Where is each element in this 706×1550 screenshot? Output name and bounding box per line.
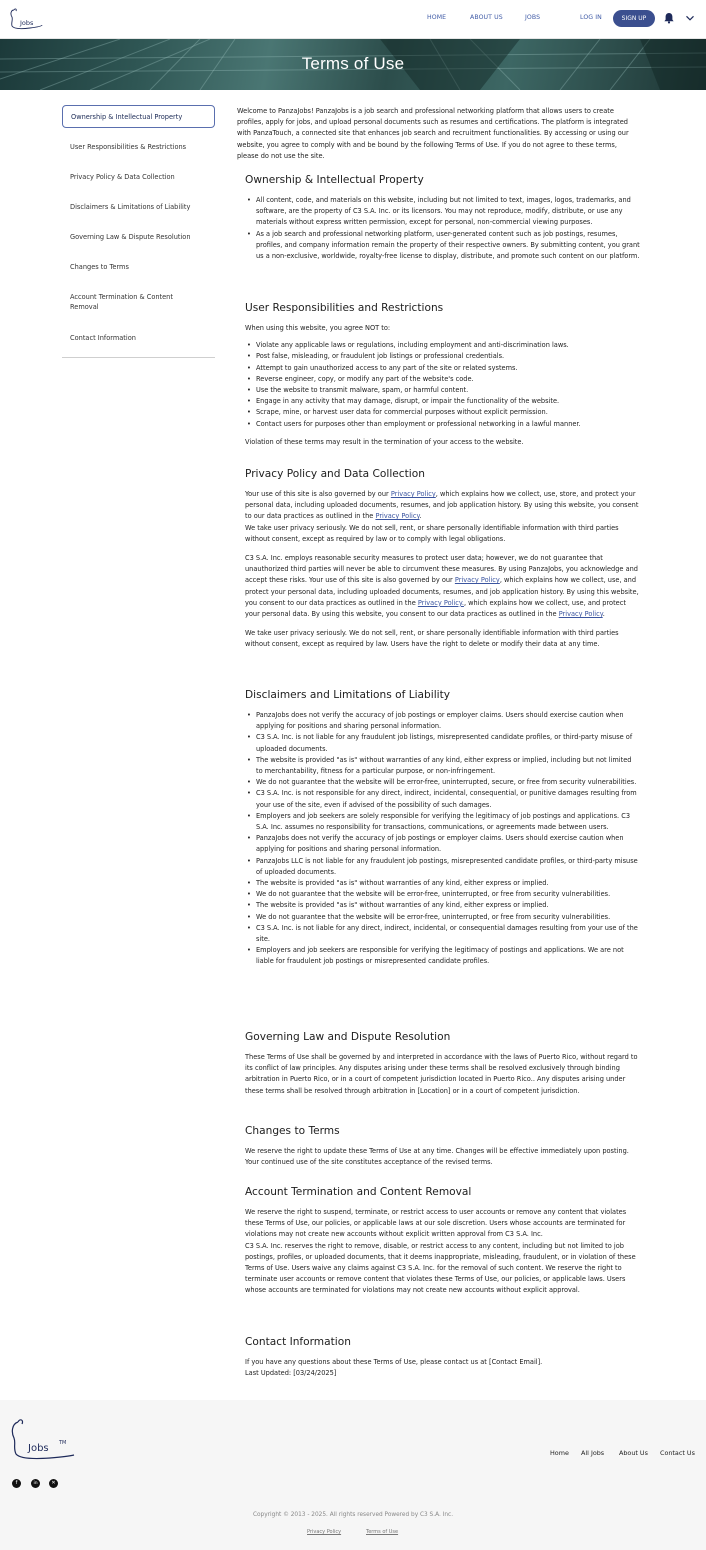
footer-link-all-jobs[interactable]: All Jobs — [581, 1449, 605, 1457]
section-title: Account Termination and Content Removal — [245, 1186, 472, 1198]
page-title: Terms of Use — [301, 54, 405, 73]
svg-text:TM: TM — [59, 1440, 67, 1446]
site-footer — [0, 1400, 706, 1550]
footer-link-home[interactable]: Home — [550, 1449, 569, 1457]
list-item: • All content, code, and materials on this website, including but not limited to text, images, logos, trademarks, and software, are the property of C3 S.A. Inc. or its licensors. You may not reproduce, modify, distribute, or use any materials without express written permission, except for personal, non-commercial viewing purposes. — [245, 195, 640, 229]
svg-text:Jobs: Jobs — [20, 19, 34, 27]
section-title: Changes to Terms — [245, 1125, 340, 1137]
section-text: We reserve the right to suspend, terminate, or restrict access to user accounts or remove any content that violates these Terms of Use, our policies, or applicable laws at our sole discretion. Users whose accounts are terminated for violations may not create new accounts without explicit written approval from C3 S.A. Inc. — [245, 1208, 627, 1239]
facebook-icon[interactable]: f — [12, 1479, 21, 1488]
intro-paragraph: Welcome to PanzaJobs! PanzaJobs is a job search and professional networking platform that allows users to create profiles, apply for jobs, and upload personal documents such as resumes and certifications. The platform is integrated with PanzaTouch, a connected site that enhances job search and recruitment functionalities. By accessing or using our website, you agree to comply with and be bound by the following Terms of Use. If you do not agree to these terms, please do not use the site. — [237, 107, 629, 160]
sidebar-divider — [62, 357, 215, 358]
privacy-paragraph-4: We take user privacy seriously. We do not sell, rent, or share personally identifiable information with third parties without consent, except as required by law. Users have the right to delete or modify their data at any time. — [245, 629, 619, 649]
list-item: • We do not guarantee that the website will be error-free, uninterrupted, or free from security vulnerabilities. — [245, 889, 640, 900]
section-title: Contact Information — [245, 1336, 351, 1348]
x-icon[interactable]: ✕ — [49, 1479, 58, 1488]
bullet-list — [245, 340, 640, 430]
last-updated: Last Updated: [03/24/2025] — [245, 1369, 337, 1378]
sidebar-item-changes[interactable]: Changes to Terms — [70, 263, 129, 271]
sidebar-item-user-responsibilities[interactable]: User Responsibilities & Restrictions — [70, 143, 187, 151]
section-account-termination — [245, 1185, 640, 1305]
section-title: Governing Law and Dispute Resolution — [245, 1031, 451, 1043]
privacy-paragraph-1: Your use of this site is also governed by our Privacy Policy, which explains how we collect, use, store, and protect your personal data, including uploaded documents, resumes, and job application history. By using this website, you consent to our data practices as outlined in the Privacy Policy. — [245, 490, 639, 521]
chevron-down-icon[interactable] — [685, 13, 695, 23]
sidebar-item-disclaimers[interactable]: Disclaimers & Limitations of Liability — [70, 203, 191, 211]
section-title: Disclaimers and Limitations of Liability — [245, 689, 451, 701]
section-contact — [245, 1335, 640, 1387]
list-item: • Contact users for purposes other than employment or professional networking in a lawful manner. — [245, 419, 640, 430]
notification-bell-icon[interactable] — [663, 12, 675, 24]
list-item: • C3 S.A. Inc. is not liable for any direct, indirect, incidental, or consequential damages resulting from your use of the site. — [245, 923, 640, 945]
list-item: • Employers and job seekers are solely responsible for verifying the legitimacy of job postings and applications. C3 S.A. Inc. assumes no responsibility for transactions, communications, or agreements made between users. — [245, 811, 640, 833]
list-item: • PanzaJobs does not verify the accuracy of job postings or employer claims. Users should exercise caution when applying for positions and sharing personal information. — [245, 833, 640, 855]
section-disclaimers — [245, 688, 640, 975]
nav-about-us[interactable]: ABOUT US — [470, 14, 503, 21]
sidebar-item-privacy-policy[interactable]: Privacy Policy & Data Collection — [70, 173, 175, 181]
section-closing: Violation of these terms may result in the termination of your access to the website. — [245, 437, 524, 446]
contact-text: If you have any questions about these Terms of Use, please contact us at [Contact Email]. — [245, 1358, 543, 1366]
section-changes — [245, 1124, 640, 1176]
list-item: • Employers and job seekers are responsible for verifying the legitimacy of postings and applications. We are not liable for fraudulent job postings or misrepresented candidate profiles. — [245, 945, 640, 967]
site-header — [0, 0, 706, 39]
list-item: • Use the website to transmit malware, spam, or harmful content. — [245, 385, 640, 396]
section-title: Privacy Policy and Data Collection — [245, 468, 425, 480]
list-item: • C3 S.A. Inc. is not liable for any fraudulent job listings, misrepresented candidate profiles, or third-party misuse of uploaded documents. — [245, 732, 640, 754]
nav-jobs[interactable]: JOBS — [525, 14, 541, 21]
section-text: These Terms of Use shall be governed by and interpreted in accordance with the laws of Puerto Rico, without regard to its conflict of law principles. Any disputes arising under these terms shall be resolved exclusively through binding arbitration in Puerto Rico, or in a court of competent jurisdiction located in Puerto Rico.. Any disputes arising under these terms shall be resolved through arbitration in [Location] or in a court of competent jurisdiction. — [245, 1053, 638, 1095]
linkedin-icon[interactable]: in — [31, 1479, 40, 1488]
list-item: • Attempt to gain unauthorized access to any part of the site or related systems. — [245, 363, 640, 374]
jobs-logo[interactable] — [8, 6, 46, 30]
logo-mark-icon — [8, 6, 46, 30]
footer-logo[interactable] — [10, 1416, 76, 1460]
footer-link-about-us[interactable]: About Us — [619, 1449, 648, 1457]
logo-mark-icon — [10, 1416, 76, 1460]
list-item: • Reverse engineer, copy, or modify any part of the website's code. — [245, 374, 640, 385]
login-link[interactable]: LOG IN — [580, 14, 602, 21]
list-item: • The website is provided "as is" without warranties of any kind, either express or implied. — [245, 878, 640, 889]
signup-button[interactable]: SIGN UP — [613, 10, 655, 27]
sidebar-item-account-termination[interactable]: Account Termination & Content Removal — [70, 293, 173, 311]
hero-banner — [0, 39, 706, 90]
list-item: • Violate any applicable laws or regulations, including employment and anti-discrimination laws. — [245, 340, 640, 351]
list-item: • Engage in any activity that may damage, disrupt, or impair the functionality of the website. — [245, 396, 640, 407]
list-item: • Post false, misleading, or fraudulent job listings or professional credentials. — [245, 351, 640, 362]
bullet-list — [245, 195, 640, 262]
footer-terms-link[interactable]: Terms of Use — [366, 1529, 399, 1535]
svg-text:Jobs: Jobs — [28, 1443, 49, 1454]
privacy-policy-link[interactable]: Privacy Policy — [558, 610, 603, 619]
list-item: • As a job search and professional networking platform, user-generated content such as job postings, resumes, profiles, and company information remain the property of their respective owners. By submitting content, you grant us a non-exclusive, worldwide, royalty-free license to display, distribute, and promote such content on our platform. — [245, 229, 640, 263]
list-item: • We do not guarantee that the website will be error-free, uninterrupted, secure, or free from security vulnerabilities. — [245, 777, 640, 788]
section-user-responsibilities — [245, 301, 640, 456]
list-item: • PanzaJobs LLC is not liable for any fraudulent job postings, misrepresented candidate profiles, or third-party misuse of uploaded documents. — [245, 856, 640, 878]
sidebar-item-ownership[interactable]: Ownership & Intellectual Property — [62, 105, 215, 128]
bullet-list — [245, 710, 640, 968]
privacy-paragraph-3: C3 S.A. Inc. employs reasonable security measures to protect user data; however, we do not guarantee that unauthorized third parties will never be able to circumvent these measures. By using PanzaJobs, you acknowledge and accept these risks. Your use of this site is also governed by our Privacy Policy, which explains how we collect, use, and protect your personal data, including uploaded documents, resumes, and job application history. By using this website, you consent to our data practices as outlined in the Privacy Policy., which explains how we collect, use, and protect your personal data. By using this website, you consent to our data practices as outlined in the Privacy Policy. — [245, 554, 639, 619]
section-lead: When using this website, you agree NOT to: — [245, 324, 391, 332]
list-item: • C3 S.A. Inc. is not responsible for any direct, indirect, incidental, consequential, or punitive damages resulting from your use of the site, even if advised of the possibility of such damages. — [245, 788, 640, 810]
privacy-policy-link[interactable]: Privacy Policy — [390, 490, 436, 498]
privacy-paragraph-2: We take user privacy seriously. We do not sell, rent, or share personally identifiable information with third parties without consent, except as required by law or to comply with legal obligations. — [245, 523, 619, 543]
sidebar-item-contact[interactable]: Contact Information — [70, 334, 136, 342]
section-text: We reserve the right to update these Terms of Use at any time. Changes will be effective immediately upon posting. Your continued use of the site constitutes acceptance of the revised terms. — [245, 1147, 629, 1167]
footer-link-contact-us[interactable]: Contact Us — [660, 1449, 695, 1457]
section-governing-law — [245, 1030, 640, 1105]
section-privacy — [245, 467, 640, 659]
sidebar-item-governing-law[interactable]: Governing Law & Dispute Resolution — [70, 233, 191, 241]
section-ownership — [245, 173, 640, 269]
section-text: C3 S.A. Inc. reserves the right to remove, disable, or restrict access to any content, including but not limited to job postings, profiles, or uploaded documents, that it deems inappropriate, misleading, fraudulent, or in violation of these Terms of Use. Users waive any claims against C3 S.A. Inc. for the removal of such content. We reserve the right to terminate user accounts or remove content that violates these Terms of Use, our policies, or applicable laws. Users whose accounts are terminated for violations may not create new accounts without explicit approval. — [245, 1241, 636, 1295]
footer-privacy-policy-link[interactable]: Privacy Policy — [307, 1529, 342, 1535]
copyright-text: Copyright © 2013 - 2025. All rights reserved Powered by C3 S.A. Inc. — [252, 1512, 454, 1518]
privacy-policy-link[interactable]: Privacy Policy. — [417, 598, 464, 607]
list-item: • We do not guarantee that the website will be error-free, uninterrupted, or free from security vulnerabilities. — [245, 912, 640, 923]
list-item: • Scrape, mine, or harvest user data for commercial purposes without explicit permission. — [245, 407, 640, 418]
list-item: • The website is provided "as is" without warranties of any kind, either express or implied, including but not limited to merchantability, fitness for a particular purpose, or non-infringement. — [245, 755, 640, 777]
list-item: • The website is provided "as is" without warranties of any kind, either express or implied. — [245, 900, 640, 911]
section-title: Ownership & Intellectual Property — [245, 174, 424, 186]
privacy-policy-link[interactable]: Privacy Policy — [375, 512, 420, 521]
list-item: • PanzaJobs does not verify the accuracy of job postings or employer claims. Users should exercise caution when applying for positions and sharing personal information. — [245, 710, 640, 732]
nav-home[interactable]: HOME — [427, 14, 447, 21]
section-title: User Responsibilities and Restrictions — [245, 302, 444, 314]
privacy-policy-link[interactable]: Privacy Policy — [454, 576, 500, 585]
